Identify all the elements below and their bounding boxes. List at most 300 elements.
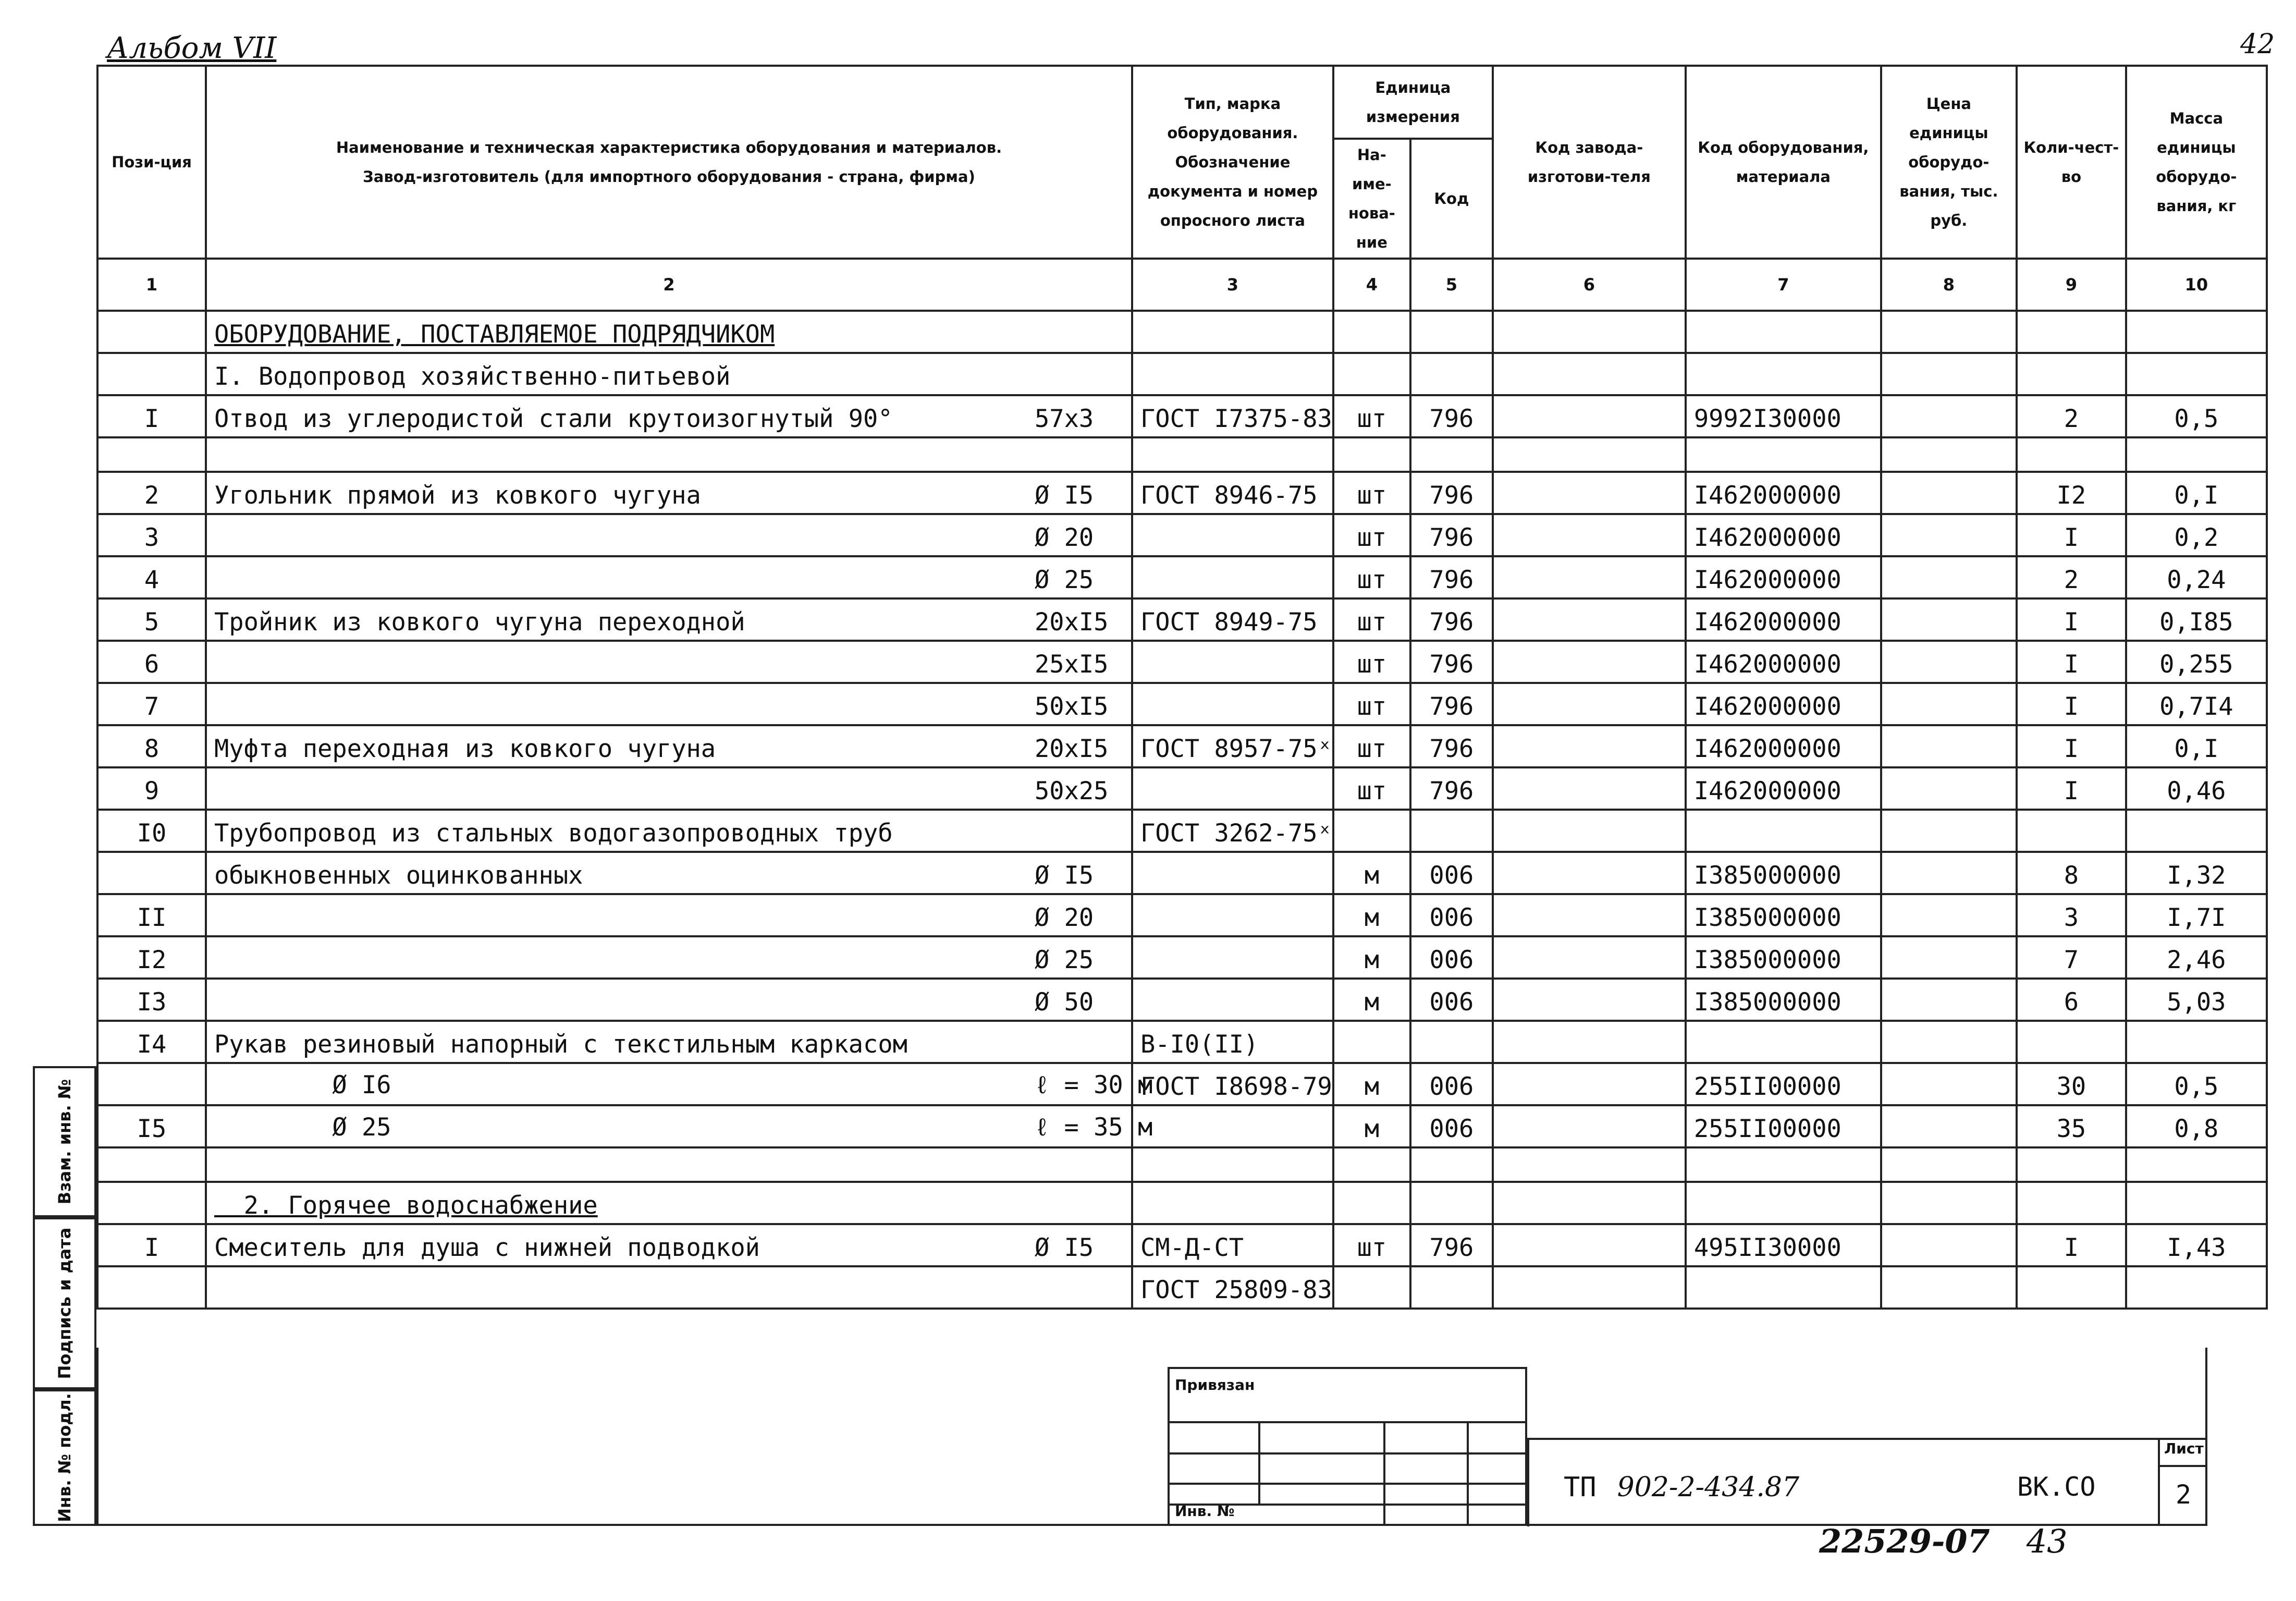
header-type: Тип, марка оборудования. Обозначение документа и номер опросного листа xyxy=(1132,66,1333,259)
cell-unit-code: 796 xyxy=(1410,514,1493,556)
cell-spec: Ø 50 xyxy=(1035,988,1094,1017)
cell-unit: м xyxy=(1333,1105,1410,1147)
cell-unit: шт xyxy=(1333,395,1410,437)
cell-equipment-code xyxy=(1686,1147,1881,1182)
cell-quantity: 3 xyxy=(2017,894,2126,936)
album-label: Альбом VII xyxy=(107,31,277,65)
cell-equipment-code: I385000000 xyxy=(1686,852,1881,894)
cell-quantity: I xyxy=(2017,598,2126,641)
cell-spec: Ø 20 xyxy=(1035,903,1094,932)
cell-manufacturer-code xyxy=(1493,1063,1686,1105)
cell-name xyxy=(206,395,1132,437)
sheet-box: Лист 2 xyxy=(2158,1438,2207,1526)
cell-equipment-code: 255II00000 xyxy=(1686,1105,1881,1147)
column-number: 5 xyxy=(1410,259,1493,311)
cell-unit xyxy=(1333,353,1410,395)
table-row xyxy=(97,894,2267,936)
cell-type xyxy=(1132,767,1333,810)
cell-mass xyxy=(2126,1021,2267,1063)
cell-name xyxy=(206,514,1132,556)
cell-type xyxy=(1132,1182,1333,1224)
cell-type: ГОСТ 25809-83 xyxy=(1132,1266,1333,1309)
cell-manufacturer-code xyxy=(1493,852,1686,894)
cell-price xyxy=(1881,1147,2017,1182)
cell-unit-code xyxy=(1410,311,1493,353)
table-row xyxy=(97,936,2267,979)
sheet-code: ВК.СО xyxy=(2017,1472,2096,1502)
cell-unit: шт xyxy=(1333,598,1410,641)
cell-type: ГОСТ I8698-79 xyxy=(1132,1063,1333,1105)
cell-quantity xyxy=(2017,810,2126,852)
cell-quantity: I xyxy=(2017,1224,2126,1266)
cell-manufacturer-code xyxy=(1493,1266,1686,1309)
header-unit-code: Код xyxy=(1410,139,1493,259)
cell-position: I0 xyxy=(97,810,206,852)
cell-position: 6 xyxy=(97,641,206,683)
cell-name xyxy=(206,810,1132,852)
cell-spec: 25xI5 xyxy=(1035,650,1109,679)
cell-unit-code: 796 xyxy=(1410,1224,1493,1266)
cell-type xyxy=(1132,683,1333,725)
cell-unit-code xyxy=(1410,353,1493,395)
cell-type: СМ-Д-СТ xyxy=(1132,1224,1333,1266)
cell-unit-code: 796 xyxy=(1410,683,1493,725)
cell-manufacturer-code xyxy=(1493,810,1686,852)
column-number: 10 xyxy=(2126,259,2267,311)
cell-equipment-code: I462000000 xyxy=(1686,767,1881,810)
cell-name xyxy=(206,598,1132,641)
cell-quantity: I2 xyxy=(2017,472,2126,514)
cell-mass: I,32 xyxy=(2126,852,2267,894)
column-number: 4 xyxy=(1333,259,1410,311)
cell-position: I5 xyxy=(97,1105,206,1147)
cell-name xyxy=(206,472,1132,514)
cell-quantity xyxy=(2017,311,2126,353)
cell-equipment-code: I462000000 xyxy=(1686,514,1881,556)
cell-name-text: Смеситель для душа с нижней подводкой xyxy=(214,1233,760,1262)
cell-name xyxy=(206,311,1132,353)
table-row xyxy=(97,311,2267,353)
cell-name-text: 2. Горячее водоснабжение xyxy=(214,1191,598,1220)
cell-price xyxy=(1881,353,2017,395)
cell-unit xyxy=(1333,437,1410,472)
table-row xyxy=(97,353,2267,395)
cell-mass: 0,2 xyxy=(2126,514,2267,556)
cell-quantity: 2 xyxy=(2017,395,2126,437)
cell-type: ГОСТ 8946-75 xyxy=(1132,472,1333,514)
cell-mass: 0,46 xyxy=(2126,767,2267,810)
header-unit-name: На-име-нова-ние xyxy=(1333,139,1410,259)
header-unit-group: Единица измерения xyxy=(1333,66,1493,139)
cell-mass xyxy=(2126,311,2267,353)
cell-mass: 0,7I4 xyxy=(2126,683,2267,725)
cell-quantity: I xyxy=(2017,683,2126,725)
table-row xyxy=(97,1021,2267,1063)
cell-name xyxy=(206,556,1132,598)
header-name: Наименование и техническая характеристика оборудования и материалов. Завод-изготовитель (для импортного оборудования - страна, фирма) xyxy=(206,66,1132,259)
cell-manufacturer-code xyxy=(1493,894,1686,936)
cell-price xyxy=(1881,598,2017,641)
cell-spec: Ø 20 xyxy=(1035,523,1094,552)
cell-type xyxy=(1132,514,1333,556)
cell-quantity: 6 xyxy=(2017,979,2126,1021)
cell-price xyxy=(1881,472,2017,514)
table-row xyxy=(97,514,2267,556)
column-number: 1 xyxy=(97,259,206,311)
cell-position xyxy=(97,852,206,894)
cell-quantity: I xyxy=(2017,641,2126,683)
header-price: Цена единицы оборудо-вания, тыс. руб. xyxy=(1881,66,2017,259)
cell-mass xyxy=(2126,1147,2267,1182)
cell-unit-code: 796 xyxy=(1410,641,1493,683)
cell-name xyxy=(206,1105,1153,1147)
table-row xyxy=(97,598,2267,641)
cell-mass: 0,5 xyxy=(2126,395,2267,437)
cell-type: ГОСТ 8949-75 xyxy=(1132,598,1333,641)
cell-unit: м xyxy=(1333,894,1410,936)
cell-unit-code: 006 xyxy=(1410,894,1493,936)
cell-price xyxy=(1881,1021,2017,1063)
cell-equipment-code xyxy=(1686,810,1881,852)
cell-type: ГОСТ 8957-75ˣ xyxy=(1132,725,1333,767)
cell-name xyxy=(206,725,1132,767)
cell-position: 8 xyxy=(97,725,206,767)
cell-unit: шт xyxy=(1333,514,1410,556)
header-quantity: Коли-чест-во xyxy=(2017,66,2126,259)
cell-quantity xyxy=(2017,1182,2126,1224)
cell-position xyxy=(97,353,206,395)
cell-price xyxy=(1881,1063,2017,1105)
cell-type xyxy=(1132,437,1333,472)
cell-equipment-code: I385000000 xyxy=(1686,979,1881,1021)
cell-manufacturer-code xyxy=(1493,556,1686,598)
cell-position: I2 xyxy=(97,936,206,979)
cell-equipment-code: 255II00000 xyxy=(1686,1063,1881,1105)
bottom-frame xyxy=(96,1348,2207,1526)
cell-position: I xyxy=(97,395,206,437)
cell-spec: 50xI5 xyxy=(1035,692,1109,721)
cell-unit-code: 796 xyxy=(1410,472,1493,514)
cell-position xyxy=(97,1147,206,1182)
header-position: Пози-ция xyxy=(97,66,206,259)
cell-name xyxy=(206,437,1132,472)
column-number: 8 xyxy=(1881,259,2017,311)
cell-type xyxy=(1132,311,1333,353)
cell-manufacturer-code xyxy=(1493,1182,1686,1224)
cell-mass: I,7I xyxy=(2126,894,2267,936)
cell-manufacturer-code xyxy=(1493,1021,1686,1063)
cell-quantity: 2 xyxy=(2017,556,2126,598)
cell-unit: шт xyxy=(1333,1224,1410,1266)
cell-quantity xyxy=(2017,437,2126,472)
cell-mass xyxy=(2126,1266,2267,1309)
stamp-inv-orig: Инв. № подл. xyxy=(33,1389,96,1526)
cell-spec: 57x3 xyxy=(1035,405,1094,433)
archive-number: 22529-07 43 xyxy=(1819,1522,2068,1560)
cell-unit: м xyxy=(1333,852,1410,894)
cell-position: 7 xyxy=(97,683,206,725)
cell-price xyxy=(1881,1182,2017,1224)
cell-quantity: I xyxy=(2017,514,2126,556)
cell-manufacturer-code xyxy=(1493,395,1686,437)
cell-position: II xyxy=(97,894,206,936)
cell-price xyxy=(1881,1266,2017,1309)
cell-unit-code: 796 xyxy=(1410,725,1493,767)
cell-manufacturer-code xyxy=(1493,1105,1686,1147)
cell-unit-code: 796 xyxy=(1410,598,1493,641)
cell-quantity: 8 xyxy=(2017,852,2126,894)
cell-price xyxy=(1881,725,2017,767)
cell-unit-code: 796 xyxy=(1410,395,1493,437)
cell-quantity xyxy=(2017,1021,2126,1063)
cell-spec: ℓ = 35 м xyxy=(1035,1113,1153,1142)
column-number: 7 xyxy=(1686,259,1881,311)
table-row xyxy=(97,1182,2267,1224)
cell-quantity: 35 xyxy=(2017,1105,2126,1147)
cell-name xyxy=(206,683,1132,725)
cell-equipment-code: I462000000 xyxy=(1686,598,1881,641)
cell-manufacturer-code xyxy=(1493,514,1686,556)
cell-price xyxy=(1881,641,2017,683)
cell-name-text: Угольник прямой из ковкого чугуна xyxy=(214,481,701,510)
cell-quantity: I xyxy=(2017,725,2126,767)
cell-unit xyxy=(1333,1147,1410,1182)
cell-name xyxy=(206,979,1132,1021)
cell-manufacturer-code xyxy=(1493,725,1686,767)
cell-unit: м xyxy=(1333,1063,1410,1105)
column-number: 3 xyxy=(1132,259,1333,311)
cell-price xyxy=(1881,437,2017,472)
cell-equipment-code: I462000000 xyxy=(1686,641,1881,683)
cell-price xyxy=(1881,683,2017,725)
cell-unit-code: 006 xyxy=(1410,1105,1493,1147)
cell-unit: шт xyxy=(1333,641,1410,683)
cell-name xyxy=(206,936,1132,979)
cell-name xyxy=(206,641,1132,683)
cell-price xyxy=(1881,810,2017,852)
table-row xyxy=(97,1266,2267,1309)
cell-position: 4 xyxy=(97,556,206,598)
cell-equipment-code xyxy=(1686,437,1881,472)
cell-manufacturer-code xyxy=(1493,683,1686,725)
cell-quantity xyxy=(2017,1266,2126,1309)
cell-name xyxy=(206,767,1132,810)
cell-manufacturer-code xyxy=(1493,598,1686,641)
cell-equipment-code xyxy=(1686,1266,1881,1309)
cell-price xyxy=(1881,514,2017,556)
header-equipment-code: Код оборудования, материала xyxy=(1686,66,1881,259)
cell-mass: 0,5 xyxy=(2126,1063,2267,1105)
cell-position: 2 xyxy=(97,472,206,514)
cell-name xyxy=(206,1063,1153,1105)
cell-name-text: ОБОРУДОВАНИЕ, ПОСТАВЛЯЕМОЕ ПОДРЯДЧИКОМ xyxy=(214,320,775,349)
cell-price xyxy=(1881,894,2017,936)
cell-unit xyxy=(1333,1182,1410,1224)
cell-unit: шт xyxy=(1333,767,1410,810)
table-row xyxy=(97,1147,2267,1182)
cell-position xyxy=(97,311,206,353)
cell-quantity: 30 xyxy=(2017,1063,2126,1105)
cell-spec: Ø I5 xyxy=(1035,861,1094,890)
cell-type: ГОСТ 3262-75ˣ xyxy=(1132,810,1333,852)
cell-equipment-code: I462000000 xyxy=(1686,725,1881,767)
cell-manufacturer-code xyxy=(1493,311,1686,353)
cell-mass xyxy=(2126,810,2267,852)
cell-equipment-code xyxy=(1686,353,1881,395)
cell-equipment-code: I385000000 xyxy=(1686,936,1881,979)
cell-name-text: Ø I6 xyxy=(214,1071,391,1099)
cell-position: 5 xyxy=(97,598,206,641)
cell-price xyxy=(1881,556,2017,598)
cell-equipment-code: 495II30000 xyxy=(1686,1224,1881,1266)
header-mass: Масса единицы оборудо-вания, кг xyxy=(2126,66,2267,259)
cell-price xyxy=(1881,1105,2017,1147)
header-manufacturer-code: Код завода-изготови-теля xyxy=(1493,66,1686,259)
cell-mass: 0,I85 xyxy=(2126,598,2267,641)
cell-manufacturer-code xyxy=(1493,437,1686,472)
stamp-inv-replace: Взам. инв. № xyxy=(33,1066,96,1217)
table-row xyxy=(97,472,2267,514)
cell-name xyxy=(206,1266,1132,1309)
cell-unit: шт xyxy=(1333,683,1410,725)
cell-mass: 0,255 xyxy=(2126,641,2267,683)
cell-unit: шт xyxy=(1333,556,1410,598)
cell-manufacturer-code xyxy=(1493,936,1686,979)
cell-manufacturer-code xyxy=(1493,353,1686,395)
cell-unit-code: 006 xyxy=(1410,936,1493,979)
cell-quantity: 7 xyxy=(2017,936,2126,979)
cell-spec: Ø I5 xyxy=(1035,481,1094,510)
specification-table xyxy=(96,65,2268,1310)
cell-position xyxy=(97,1182,206,1224)
table-row xyxy=(97,1105,2267,1147)
cell-name xyxy=(206,1182,1132,1224)
cell-name xyxy=(206,1021,1132,1063)
table-row xyxy=(97,725,2267,767)
cell-spec: Ø 25 xyxy=(1035,946,1094,974)
table-row xyxy=(97,395,2267,437)
cell-unit-code xyxy=(1410,437,1493,472)
cell-position: I xyxy=(97,1224,206,1266)
cell-type xyxy=(1132,852,1333,894)
cell-name xyxy=(206,353,1132,395)
cell-name xyxy=(206,1224,1132,1266)
cell-manufacturer-code xyxy=(1493,979,1686,1021)
cell-equipment-code xyxy=(1686,1021,1881,1063)
cell-manufacturer-code xyxy=(1493,472,1686,514)
cell-spec: Ø I5 xyxy=(1035,1233,1094,1262)
table-row xyxy=(97,979,2267,1021)
cell-type xyxy=(1132,979,1333,1021)
cell-equipment-code: I462000000 xyxy=(1686,556,1881,598)
table-row xyxy=(97,1063,2267,1105)
cell-name-text: Муфта переходная из ковкого чугуна xyxy=(214,735,716,763)
table-row xyxy=(97,1224,2267,1266)
cell-manufacturer-code xyxy=(1493,1224,1686,1266)
cell-unit-code: 796 xyxy=(1410,556,1493,598)
table-row xyxy=(97,683,2267,725)
cell-spec: 50x25 xyxy=(1035,777,1109,805)
cell-equipment-code: I462000000 xyxy=(1686,683,1881,725)
cell-unit-code xyxy=(1410,1021,1493,1063)
cell-equipment-code xyxy=(1686,1182,1881,1224)
cell-spec: ℓ = 30 м xyxy=(1035,1071,1153,1099)
cell-type xyxy=(1132,894,1333,936)
cell-equipment-code: I462000000 xyxy=(1686,472,1881,514)
cell-unit-code xyxy=(1410,1182,1493,1224)
cell-name xyxy=(206,852,1132,894)
cell-equipment-code: I385000000 xyxy=(1686,894,1881,936)
cell-type xyxy=(1132,641,1333,683)
cell-price xyxy=(1881,936,2017,979)
cell-name-text: Отвод из углеродистой стали крутоизогнутый 90° xyxy=(214,405,893,433)
cell-unit xyxy=(1333,1021,1410,1063)
cell-position: I4 xyxy=(97,1021,206,1063)
cell-spec: 20xI5 xyxy=(1035,608,1109,637)
column-number: 6 xyxy=(1493,259,1686,311)
cell-name-text: обыкновенных оцинкованных xyxy=(214,861,583,890)
cell-unit-code xyxy=(1410,1147,1493,1182)
cell-price xyxy=(1881,979,2017,1021)
cell-mass: I,43 xyxy=(2126,1224,2267,1266)
cell-unit xyxy=(1333,810,1410,852)
cell-unit xyxy=(1333,311,1410,353)
stamp-sign-date: Подпись и дата xyxy=(33,1217,96,1389)
cell-mass: 2,46 xyxy=(2126,936,2267,979)
cell-name-text: Рукав резиновый напорный с текстильным каркасом xyxy=(214,1030,907,1059)
cell-unit: шт xyxy=(1333,472,1410,514)
table-row xyxy=(97,852,2267,894)
cell-unit-code xyxy=(1410,810,1493,852)
cell-unit xyxy=(1333,1266,1410,1309)
cell-name-text: Тройник из ковкого чугуна переходной xyxy=(214,608,745,637)
cell-mass xyxy=(2126,1182,2267,1224)
table-row xyxy=(97,437,2267,472)
cell-unit-code: 796 xyxy=(1410,767,1493,810)
cell-spec: Ø 25 xyxy=(1035,566,1094,594)
cell-manufacturer-code xyxy=(1493,641,1686,683)
cell-quantity xyxy=(2017,1147,2126,1182)
cell-quantity xyxy=(2017,353,2126,395)
cell-position xyxy=(97,1063,206,1105)
table-row xyxy=(97,641,2267,683)
cell-unit-code: 006 xyxy=(1410,1063,1493,1105)
cell-unit-code xyxy=(1410,1266,1493,1309)
cell-unit: шт xyxy=(1333,725,1410,767)
cell-name-text: Трубопровод из стальных водогазопроводных труб xyxy=(214,819,893,848)
cell-position: 9 xyxy=(97,767,206,810)
column-number: 9 xyxy=(2017,259,2126,311)
page-number: 42 xyxy=(2240,29,2275,60)
cell-type: ГОСТ I7375-83 xyxy=(1132,395,1333,437)
cell-position: 3 xyxy=(97,514,206,556)
cell-mass xyxy=(2126,437,2267,472)
column-number: 2 xyxy=(206,259,1132,311)
cell-manufacturer-code xyxy=(1493,767,1686,810)
cell-price xyxy=(1881,1224,2017,1266)
cell-type xyxy=(1132,556,1333,598)
cell-position: I3 xyxy=(97,979,206,1021)
cell-price xyxy=(1881,395,2017,437)
cell-name xyxy=(206,894,1132,936)
cell-equipment-code: 9992I30000 xyxy=(1686,395,1881,437)
cell-mass: 0,I xyxy=(2126,725,2267,767)
cell-manufacturer-code xyxy=(1493,1147,1686,1182)
cell-mass: 0,24 xyxy=(2126,556,2267,598)
cell-price xyxy=(1881,852,2017,894)
cell-type: B-I0(II) xyxy=(1132,1021,1333,1063)
cell-name-text: I. Водопровод хозяйственно-питьевой xyxy=(214,362,731,391)
